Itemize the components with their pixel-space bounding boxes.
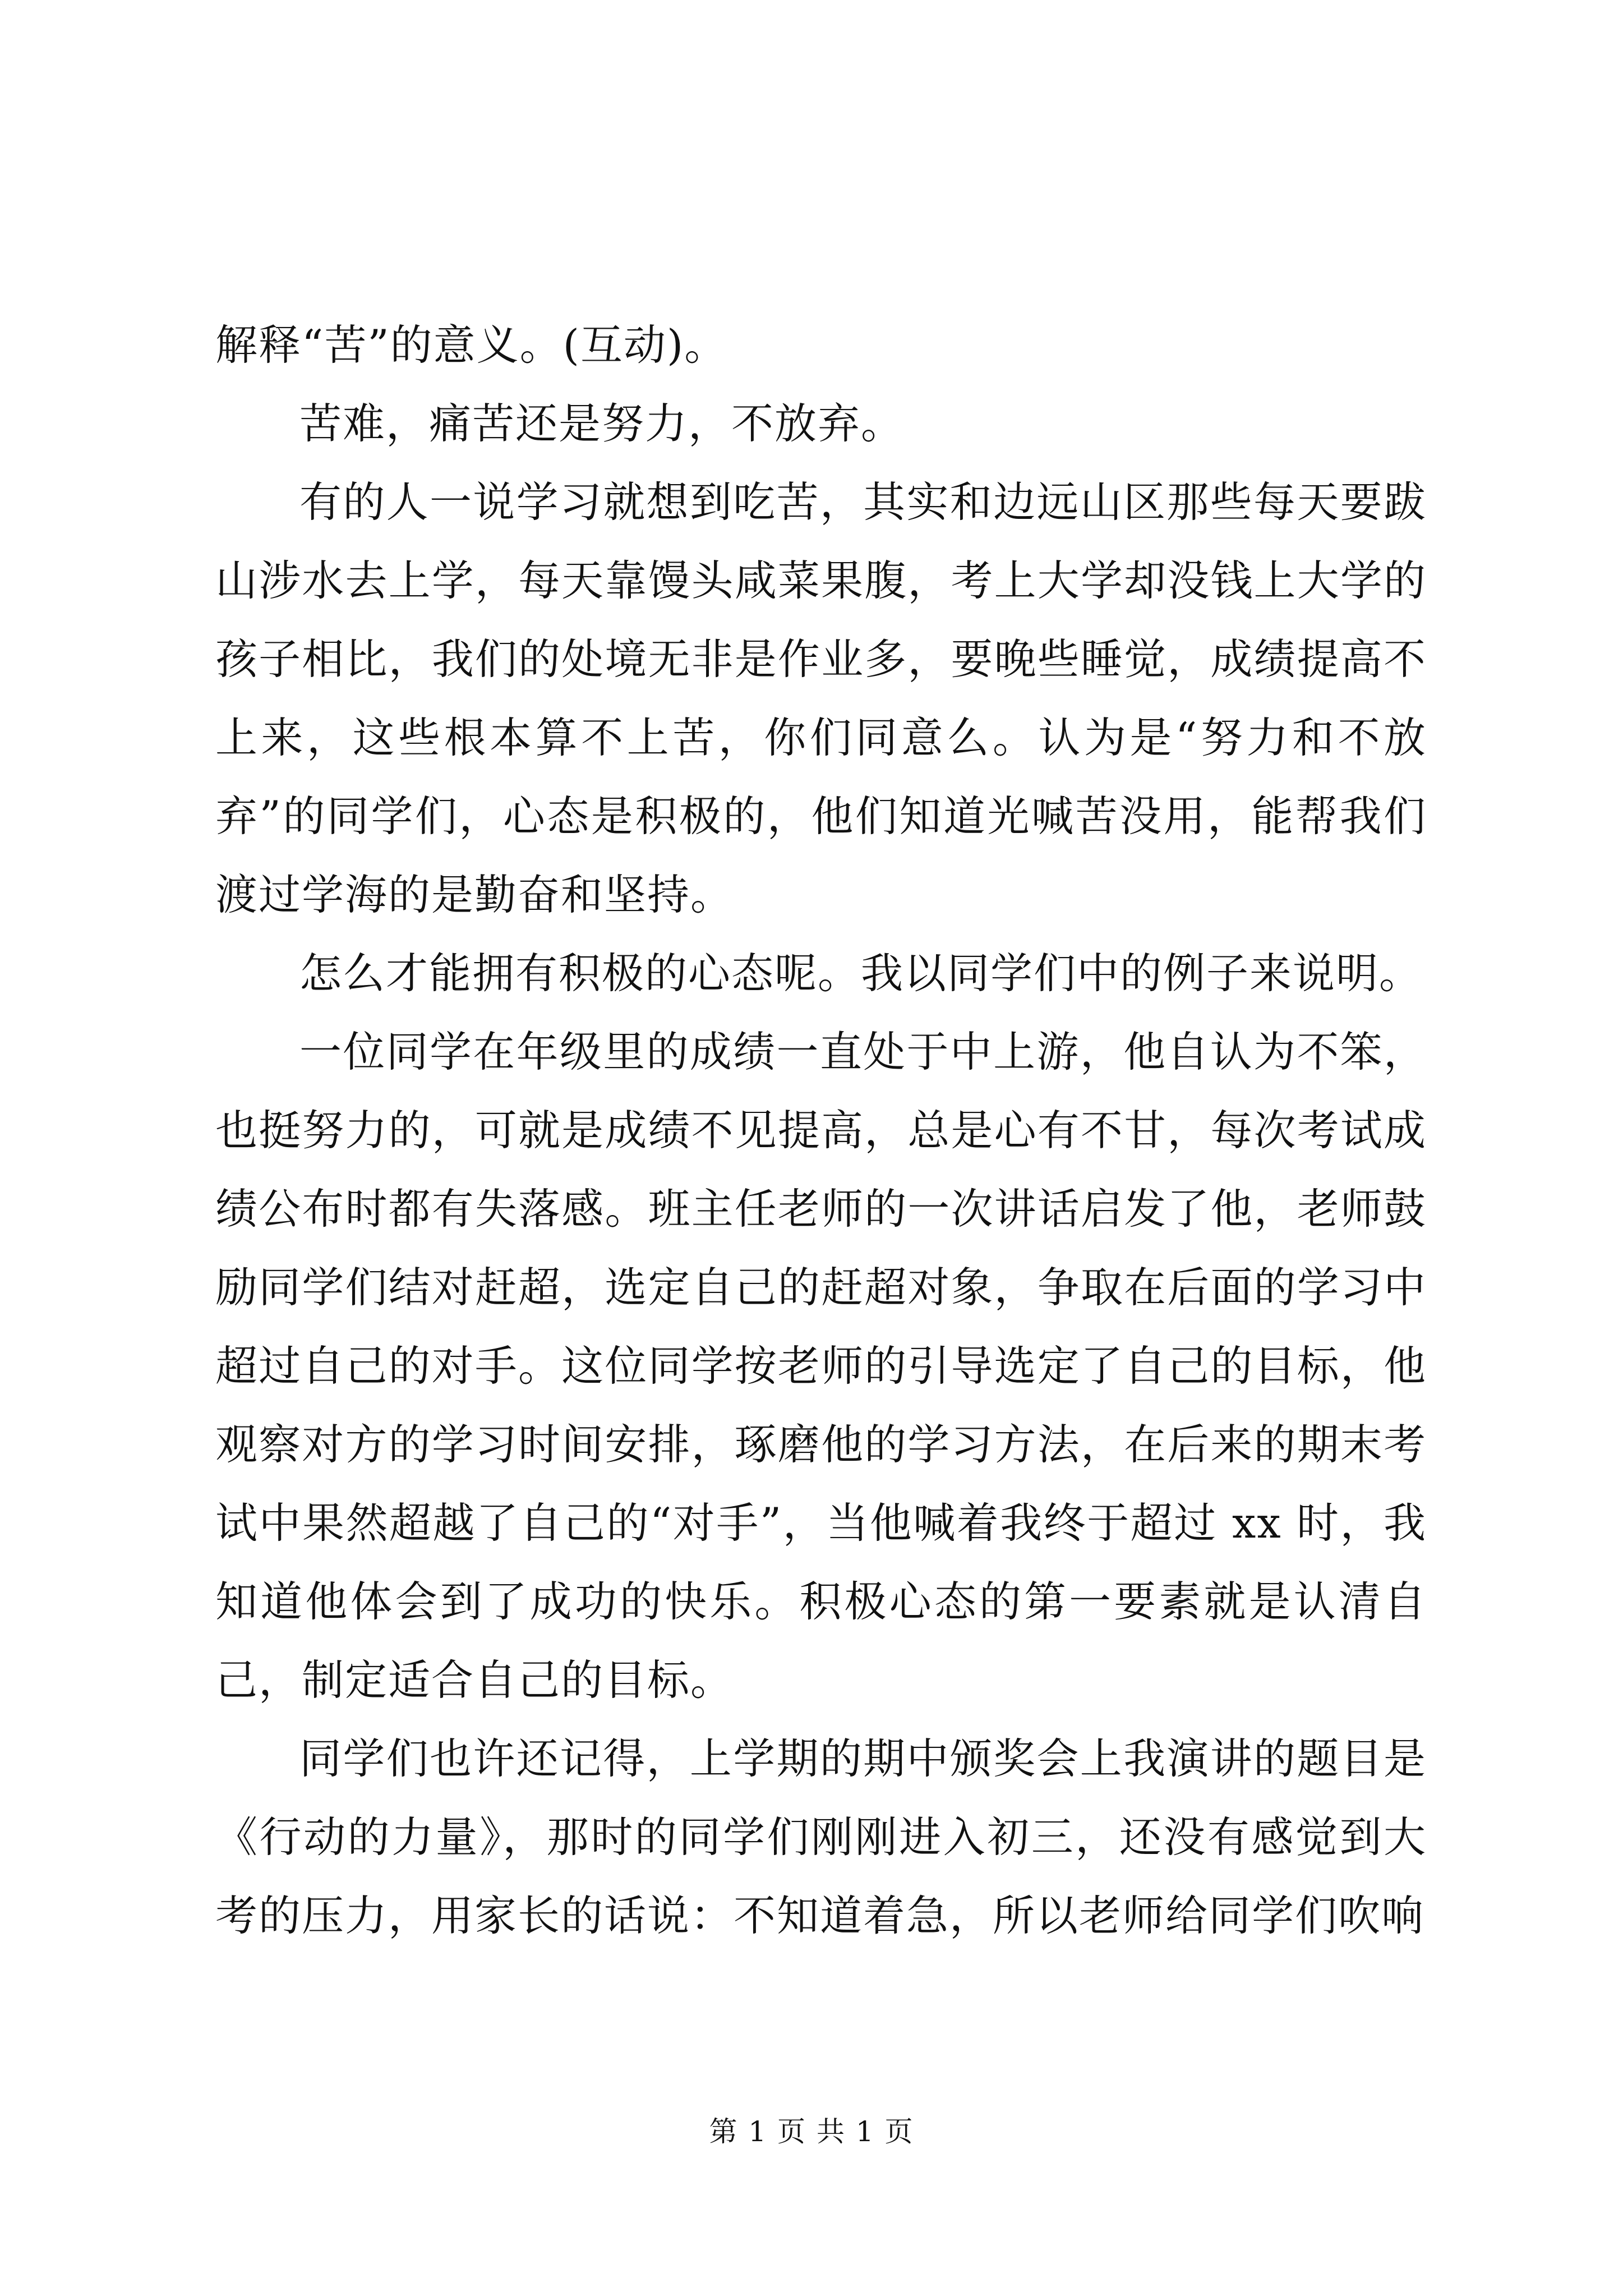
paragraph-5: 一位同学在年级里的成绩一直处于中上游，他自认为不笨，也挺努力的，可就是成绩不见提高，总是心有不甘，每次考试成绩公布时都有失落感。班主任老师的一次讲话启发了他，老师鼓励同学们结对赶超，选定自己的赶超对象，争取在后面的学习中超过自己的对手。这位同学按老师的引导选定了自己的目标，他观察对方的学习时间安排，琢磨他的学习方法，在后来的期末考试中果然超越了自己的“对手”，当他喊着我终于超过 xx 时，我知道他体会到了成功的快乐。积极心态的第一要素就是认清自己，制定适合自己的目标。 — [215, 1027, 1427, 1705]
document-body — [215, 306, 1427, 1955]
paragraph-4: 怎么才能拥有积极的心态呢。我以同学们中的例子来说明。 — [299, 949, 1423, 998]
paragraph-1: 解释“苦”的意义。(互动)。 — [215, 320, 728, 370]
paragraph-3: 有的人一说学习就想到吃苦，其实和边远山区那些每天要跋山涉水去上学，每天靠馒头咸菜果腹，考上大学却没钱上大学的孩子相比，我们的处境无非是作业多，要晚些睡觉，成绩提高不上来，这些根本算不上苦，你们同意么。认为是“努力和不放弃”的同学们，心态是积极的，他们知道光喊苦没用，能帮我们渡过学海的是勤奋和坚持。 — [215, 477, 1427, 919]
page-footer: 第 1 页 共 1 页 — [709, 2115, 914, 2148]
paragraph-6: 同学们也许还记得，上学期的期中颁奖会上我演讲的题目是《行动的力量》，那时的同学们刚刚进入初三，还没有感觉到大考的压力，用家长的话说：不知道着急，所以老师给同学们吹响 — [215, 1734, 1427, 1940]
paragraph-2: 苦难，痛苦还是努力，不放弃。 — [299, 399, 905, 448]
